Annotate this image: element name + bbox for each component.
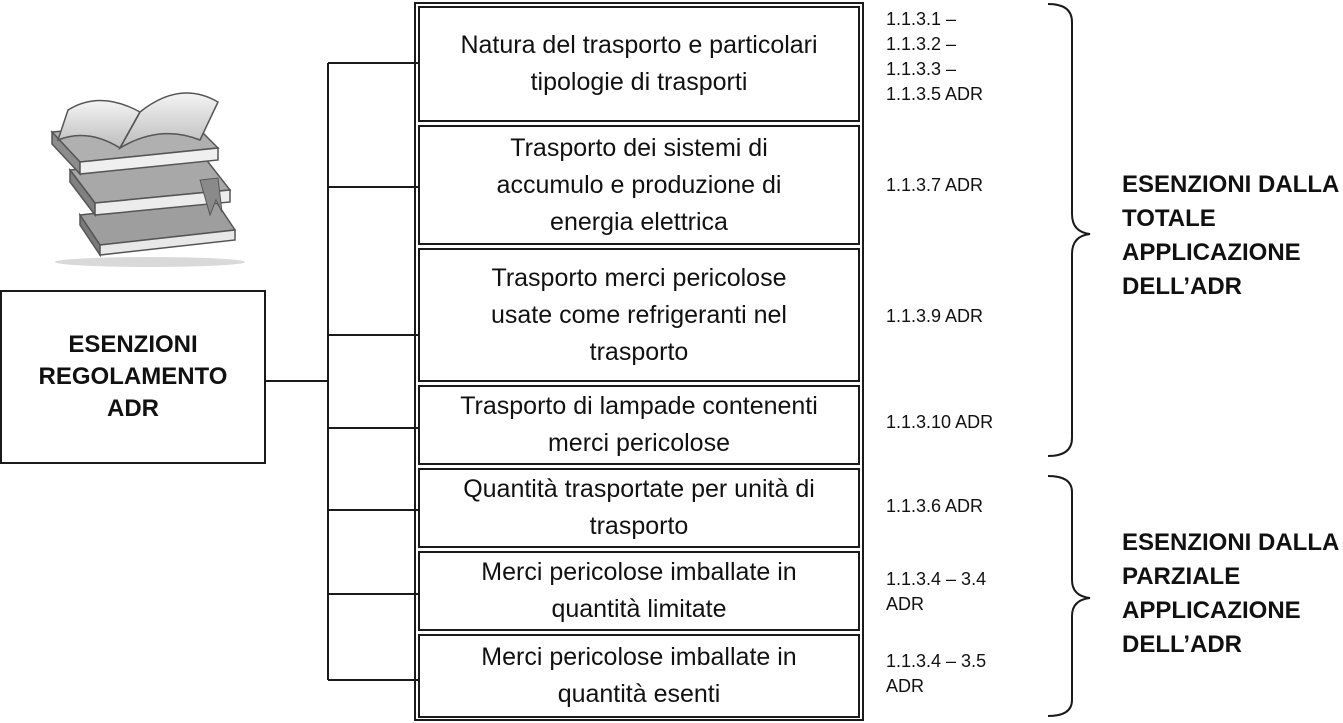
item-label: Merci pericolose imballate in quantità limitate [481,558,797,623]
ref-item-7: 1.1.3.4 – 3.5 ADR [886,651,987,696]
group-label-parziale: ESENZIONI DALLA PARZIALE APPLICAZIONE DELL’ADR [1122,529,1340,658]
brace-total [1048,4,1090,456]
root-box [0,290,266,464]
ref-item-3: 1.1.3.9 ADR [886,306,984,326]
item-label: Quantità trasportate per unità di trasporto [463,475,815,540]
item-label: Trasporto merci pericolose usate come refrigeranti nel trasporto [491,263,787,366]
item-sistemi-accumulo [418,125,860,245]
ref-item-4: 1.1.3.10 ADR [886,412,994,432]
ref-item-2: 1.1.3.7 ADR [886,175,984,195]
ref-item-1: 1.1.3.1 – 1.1.3.2 – 1.1.3.3 – 1.1.3.5 ADR [886,9,984,104]
item-label: Trasporto di lampade contenenti merci pericolose [460,392,818,457]
item-label: Trasporto dei sistemi di accumulo e produzione di energia elettrica [496,133,782,236]
item-label: Natura del trasporto e particolari tipologie di trasporti [460,31,818,96]
ref-item-5: 1.1.3.6 ADR [886,496,984,516]
book-stack-icon [40,40,250,270]
item-lampade [418,385,860,465]
item-refrigeranti [418,248,860,382]
item-label: Merci pericolose imballate in quantità esenti [481,643,797,708]
item-natura-trasporto [418,6,860,122]
brace-partial [1048,476,1090,716]
item-quantita-trasportate [418,468,860,548]
group-label-totale: ESENZIONI DALLA TOTALE APPLICAZIONE DELL’ADR [1122,171,1340,300]
item-quantita-esenti [418,634,860,718]
item-quantita-limitate [418,551,860,631]
root-label: ESENZIONI REGOLAMENTO ADR [38,331,228,422]
ref-item-6: 1.1.3.4 – 3.4 ADR [886,569,987,614]
